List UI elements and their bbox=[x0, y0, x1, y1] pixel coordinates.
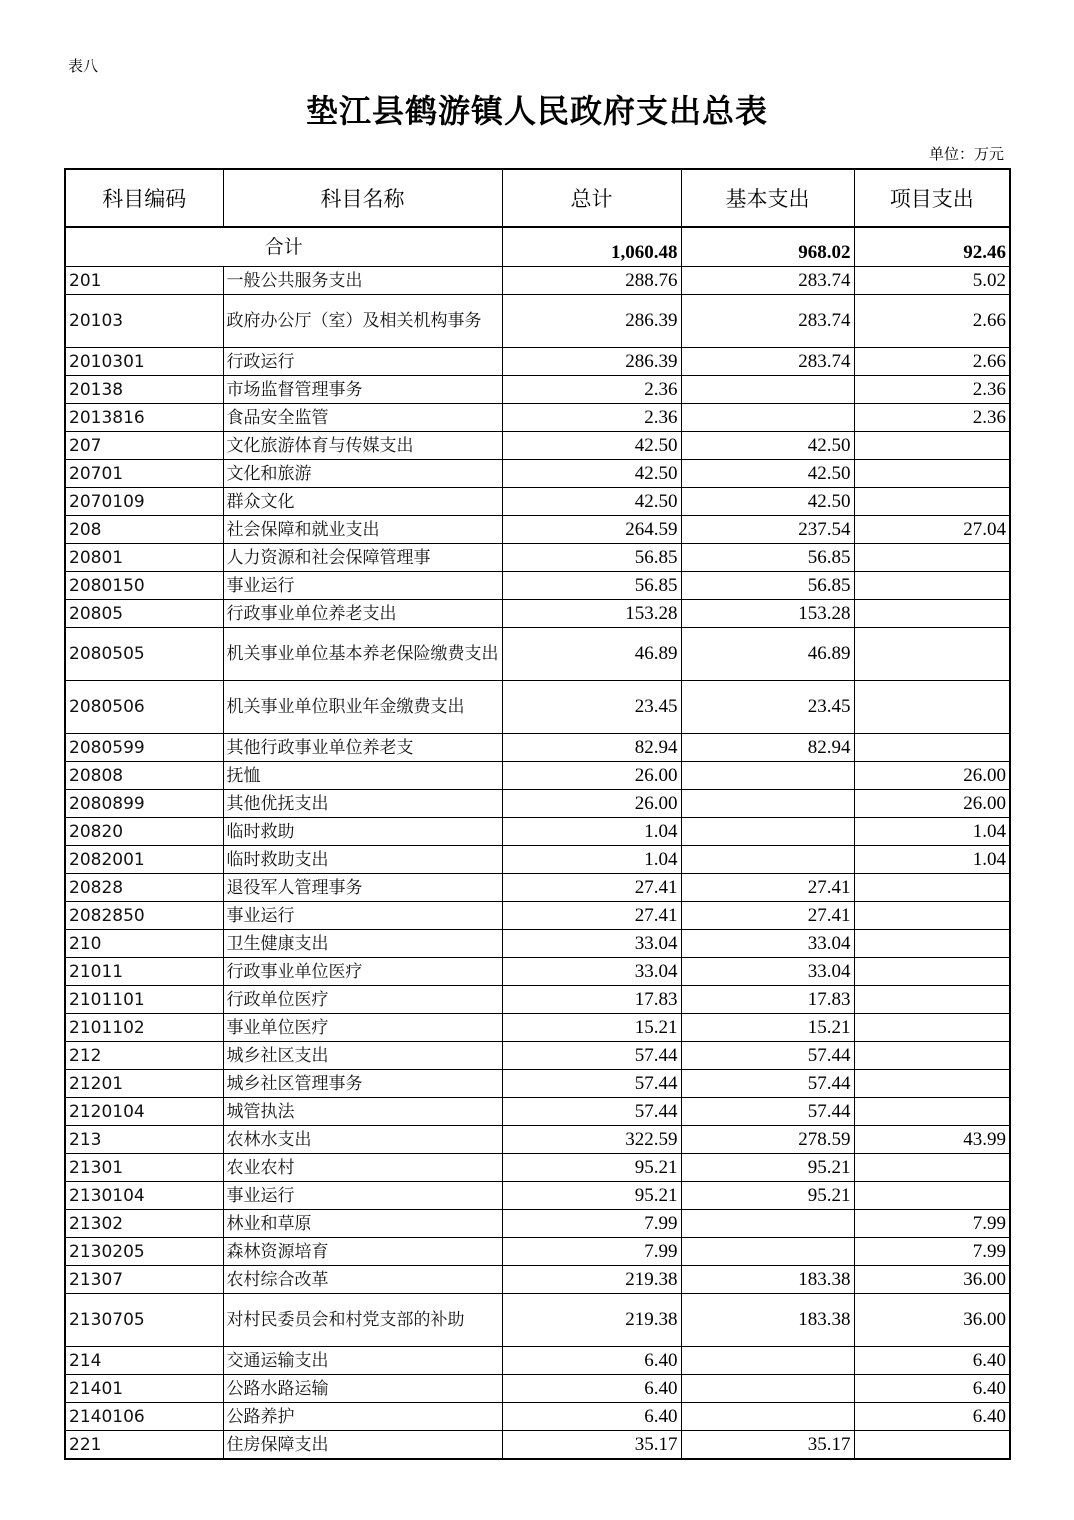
row-basic bbox=[681, 790, 854, 818]
row-basic bbox=[681, 1375, 854, 1403]
row-basic: 283.74 bbox=[681, 267, 854, 295]
row-code: 213 bbox=[65, 1126, 223, 1154]
row-name: 事业运行 bbox=[223, 572, 502, 600]
row-code: 2080506 bbox=[65, 681, 223, 734]
row-code: 2101101 bbox=[65, 986, 223, 1014]
row-name: 公路水路运输 bbox=[223, 1375, 502, 1403]
row-total: 322.59 bbox=[502, 1126, 681, 1154]
expenditure-table bbox=[64, 168, 1011, 1460]
row-code: 20801 bbox=[65, 544, 223, 572]
row-basic: 183.38 bbox=[681, 1266, 854, 1294]
row-basic: 57.44 bbox=[681, 1042, 854, 1070]
row-basic bbox=[681, 846, 854, 874]
row-code: 2080150 bbox=[65, 572, 223, 600]
row-name: 临时救助支出 bbox=[223, 846, 502, 874]
row-name: 城乡社区管理事务 bbox=[223, 1070, 502, 1098]
row-name: 其他优抚支出 bbox=[223, 790, 502, 818]
row-name: 食品安全监管 bbox=[223, 404, 502, 432]
row-name: 临时救助 bbox=[223, 818, 502, 846]
row-basic: 283.74 bbox=[681, 348, 854, 376]
row-basic: 57.44 bbox=[681, 1098, 854, 1126]
row-basic: 153.28 bbox=[681, 600, 854, 628]
row-name: 农业农村 bbox=[223, 1154, 502, 1182]
row-name: 行政事业单位养老支出 bbox=[223, 600, 502, 628]
table-row bbox=[65, 986, 1010, 1014]
row-basic bbox=[681, 1347, 854, 1375]
table-row bbox=[65, 1042, 1010, 1070]
table-row bbox=[65, 295, 1010, 348]
row-total: 33.04 bbox=[502, 958, 681, 986]
row-basic bbox=[681, 376, 854, 404]
row-code: 21307 bbox=[65, 1266, 223, 1294]
row-code: 21302 bbox=[65, 1210, 223, 1238]
table-row bbox=[65, 1238, 1010, 1266]
row-basic: 95.21 bbox=[681, 1182, 854, 1210]
row-name: 其他行政事业单位养老支 bbox=[223, 734, 502, 762]
table-row bbox=[65, 1098, 1010, 1126]
row-total: 26.00 bbox=[502, 762, 681, 790]
row-project: 5.02 bbox=[854, 267, 1010, 295]
table-row bbox=[65, 572, 1010, 600]
row-total: 57.44 bbox=[502, 1098, 681, 1126]
row-name: 城管执法 bbox=[223, 1098, 502, 1126]
table-row bbox=[65, 1154, 1010, 1182]
row-project bbox=[854, 930, 1010, 958]
row-total: 17.83 bbox=[502, 986, 681, 1014]
row-name: 机关事业单位职业年金缴费支出 bbox=[223, 681, 502, 734]
row-name: 交通运输支出 bbox=[223, 1347, 502, 1375]
row-basic bbox=[681, 1210, 854, 1238]
row-name: 人力资源和社会保障管理事 bbox=[223, 544, 502, 572]
row-project bbox=[854, 734, 1010, 762]
row-project bbox=[854, 1014, 1010, 1042]
unit-label: 单位：万元 bbox=[928, 145, 1004, 163]
row-name: 市场监督管理事务 bbox=[223, 376, 502, 404]
row-project bbox=[854, 958, 1010, 986]
row-name: 行政单位医疗 bbox=[223, 986, 502, 1014]
row-code: 2130104 bbox=[65, 1182, 223, 1210]
row-total: 56.85 bbox=[502, 544, 681, 572]
total-label: 合计 bbox=[65, 227, 502, 267]
row-name: 机关事业单位基本养老保险缴费支出 bbox=[223, 628, 502, 681]
row-code: 21301 bbox=[65, 1154, 223, 1182]
table-row bbox=[65, 902, 1010, 930]
row-basic: 42.50 bbox=[681, 460, 854, 488]
row-total: 1.04 bbox=[502, 818, 681, 846]
row-code: 21201 bbox=[65, 1070, 223, 1098]
table-row bbox=[65, 376, 1010, 404]
table-row bbox=[65, 516, 1010, 544]
row-total: 33.04 bbox=[502, 930, 681, 958]
table-row bbox=[65, 348, 1010, 376]
row-project: 36.00 bbox=[854, 1266, 1010, 1294]
row-project: 27.04 bbox=[854, 516, 1010, 544]
header-project: 项目支出 bbox=[854, 169, 1010, 227]
row-project: 2.66 bbox=[854, 348, 1010, 376]
row-basic: 237.54 bbox=[681, 516, 854, 544]
header-name: 科目名称 bbox=[223, 169, 502, 227]
row-total: 26.00 bbox=[502, 790, 681, 818]
row-project bbox=[854, 874, 1010, 902]
row-code: 221 bbox=[65, 1431, 223, 1460]
row-total: 219.38 bbox=[502, 1294, 681, 1347]
row-name: 对村民委员会和村党支部的补助 bbox=[223, 1294, 502, 1347]
row-project: 6.40 bbox=[854, 1375, 1010, 1403]
row-basic: 27.41 bbox=[681, 902, 854, 930]
row-basic: 42.50 bbox=[681, 432, 854, 460]
row-basic bbox=[681, 818, 854, 846]
row-project bbox=[854, 628, 1010, 681]
row-name: 文化和旅游 bbox=[223, 460, 502, 488]
row-basic: 56.85 bbox=[681, 572, 854, 600]
row-total: 57.44 bbox=[502, 1042, 681, 1070]
row-total: 264.59 bbox=[502, 516, 681, 544]
row-project bbox=[854, 1098, 1010, 1126]
row-project: 26.00 bbox=[854, 790, 1010, 818]
table-row bbox=[65, 1070, 1010, 1098]
table-number: 表八 bbox=[68, 57, 99, 75]
table-row bbox=[65, 1126, 1010, 1154]
row-total: 35.17 bbox=[502, 1431, 681, 1460]
row-name: 公路养护 bbox=[223, 1403, 502, 1431]
row-name: 行政运行 bbox=[223, 348, 502, 376]
row-total: 153.28 bbox=[502, 600, 681, 628]
row-total: 6.40 bbox=[502, 1375, 681, 1403]
row-project bbox=[854, 1154, 1010, 1182]
row-project bbox=[854, 488, 1010, 516]
row-project: 6.40 bbox=[854, 1403, 1010, 1431]
row-project: 2.66 bbox=[854, 295, 1010, 348]
row-total: 95.21 bbox=[502, 1154, 681, 1182]
row-project bbox=[854, 432, 1010, 460]
row-code: 20701 bbox=[65, 460, 223, 488]
table-row bbox=[65, 1375, 1010, 1403]
row-name: 森林资源培育 bbox=[223, 1238, 502, 1266]
row-code: 2013816 bbox=[65, 404, 223, 432]
row-total: 27.41 bbox=[502, 874, 681, 902]
table-row bbox=[65, 1266, 1010, 1294]
table-row bbox=[65, 432, 1010, 460]
row-basic: 56.85 bbox=[681, 544, 854, 572]
row-code: 2130205 bbox=[65, 1238, 223, 1266]
table-row bbox=[65, 1431, 1010, 1460]
row-name: 事业运行 bbox=[223, 1182, 502, 1210]
row-code: 2070109 bbox=[65, 488, 223, 516]
row-basic: 183.38 bbox=[681, 1294, 854, 1347]
row-total: 286.39 bbox=[502, 295, 681, 348]
row-total: 286.39 bbox=[502, 348, 681, 376]
row-code: 21401 bbox=[65, 1375, 223, 1403]
row-name: 住房保障支出 bbox=[223, 1431, 502, 1460]
table-row bbox=[65, 790, 1010, 818]
row-total: 42.50 bbox=[502, 432, 681, 460]
row-basic: 283.74 bbox=[681, 295, 854, 348]
row-name: 城乡社区支出 bbox=[223, 1042, 502, 1070]
row-project bbox=[854, 572, 1010, 600]
row-code: 2080899 bbox=[65, 790, 223, 818]
row-code: 214 bbox=[65, 1347, 223, 1375]
row-project bbox=[854, 1182, 1010, 1210]
row-code: 207 bbox=[65, 432, 223, 460]
row-name: 事业单位医疗 bbox=[223, 1014, 502, 1042]
total-row bbox=[65, 227, 1010, 267]
row-code: 2140106 bbox=[65, 1403, 223, 1431]
row-code: 20138 bbox=[65, 376, 223, 404]
row-basic: 57.44 bbox=[681, 1070, 854, 1098]
row-code: 2010301 bbox=[65, 348, 223, 376]
row-name: 文化旅游体育与传媒支出 bbox=[223, 432, 502, 460]
table-row bbox=[65, 818, 1010, 846]
row-code: 2080505 bbox=[65, 628, 223, 681]
table-row bbox=[65, 628, 1010, 681]
row-total: 7.99 bbox=[502, 1210, 681, 1238]
row-project bbox=[854, 460, 1010, 488]
row-basic: 82.94 bbox=[681, 734, 854, 762]
row-project bbox=[854, 1431, 1010, 1460]
row-total: 6.40 bbox=[502, 1347, 681, 1375]
row-code: 2130705 bbox=[65, 1294, 223, 1347]
row-name: 卫生健康支出 bbox=[223, 930, 502, 958]
row-project: 2.36 bbox=[854, 404, 1010, 432]
row-name: 退役军人管理事务 bbox=[223, 874, 502, 902]
row-total: 23.45 bbox=[502, 681, 681, 734]
row-name: 一般公共服务支出 bbox=[223, 267, 502, 295]
row-total: 2.36 bbox=[502, 404, 681, 432]
row-basic: 23.45 bbox=[681, 681, 854, 734]
row-project: 2.36 bbox=[854, 376, 1010, 404]
row-code: 201 bbox=[65, 267, 223, 295]
row-basic bbox=[681, 1403, 854, 1431]
header-code: 科目编码 bbox=[65, 169, 223, 227]
row-total: 56.85 bbox=[502, 572, 681, 600]
row-total: 288.76 bbox=[502, 267, 681, 295]
row-basic: 33.04 bbox=[681, 958, 854, 986]
header-total: 总计 bbox=[502, 169, 681, 227]
row-basic bbox=[681, 762, 854, 790]
header-basic: 基本支出 bbox=[681, 169, 854, 227]
row-code: 20805 bbox=[65, 600, 223, 628]
row-total: 27.41 bbox=[502, 902, 681, 930]
table-row bbox=[65, 460, 1010, 488]
row-basic: 17.83 bbox=[681, 986, 854, 1014]
row-total: 57.44 bbox=[502, 1070, 681, 1098]
row-code: 2120104 bbox=[65, 1098, 223, 1126]
row-project bbox=[854, 544, 1010, 572]
row-name: 社会保障和就业支出 bbox=[223, 516, 502, 544]
row-total: 15.21 bbox=[502, 1014, 681, 1042]
table-row bbox=[65, 1182, 1010, 1210]
row-basic bbox=[681, 1238, 854, 1266]
row-basic: 27.41 bbox=[681, 874, 854, 902]
row-project: 7.99 bbox=[854, 1210, 1010, 1238]
row-total: 95.21 bbox=[502, 1182, 681, 1210]
row-project bbox=[854, 902, 1010, 930]
row-basic: 42.50 bbox=[681, 488, 854, 516]
row-total: 7.99 bbox=[502, 1238, 681, 1266]
table-row bbox=[65, 267, 1010, 295]
row-code: 20808 bbox=[65, 762, 223, 790]
row-project: 43.99 bbox=[854, 1126, 1010, 1154]
row-name: 林业和草原 bbox=[223, 1210, 502, 1238]
table-row bbox=[65, 930, 1010, 958]
row-basic: 95.21 bbox=[681, 1154, 854, 1182]
row-basic bbox=[681, 404, 854, 432]
row-code: 2082001 bbox=[65, 846, 223, 874]
row-total: 1.04 bbox=[502, 846, 681, 874]
row-project: 7.99 bbox=[854, 1238, 1010, 1266]
row-basic: 278.59 bbox=[681, 1126, 854, 1154]
total-basic: 968.02 bbox=[681, 227, 854, 267]
row-code: 208 bbox=[65, 516, 223, 544]
row-project: 26.00 bbox=[854, 762, 1010, 790]
row-code: 21011 bbox=[65, 958, 223, 986]
table-row bbox=[65, 681, 1010, 734]
row-project: 6.40 bbox=[854, 1347, 1010, 1375]
table-row bbox=[65, 846, 1010, 874]
table-row bbox=[65, 488, 1010, 516]
row-basic: 15.21 bbox=[681, 1014, 854, 1042]
row-name: 事业运行 bbox=[223, 902, 502, 930]
row-total: 42.50 bbox=[502, 488, 681, 516]
row-code: 2080599 bbox=[65, 734, 223, 762]
row-total: 46.89 bbox=[502, 628, 681, 681]
table-row bbox=[65, 1294, 1010, 1347]
row-basic: 35.17 bbox=[681, 1431, 854, 1460]
row-code: 2082850 bbox=[65, 902, 223, 930]
row-name: 政府办公厅（室）及相关机构事务 bbox=[223, 295, 502, 348]
row-code: 20828 bbox=[65, 874, 223, 902]
row-code: 210 bbox=[65, 930, 223, 958]
row-code: 212 bbox=[65, 1042, 223, 1070]
table-row bbox=[65, 404, 1010, 432]
row-code: 20820 bbox=[65, 818, 223, 846]
table-row bbox=[65, 1347, 1010, 1375]
row-basic: 46.89 bbox=[681, 628, 854, 681]
table-row bbox=[65, 544, 1010, 572]
table-row bbox=[65, 1210, 1010, 1238]
row-name: 农林水支出 bbox=[223, 1126, 502, 1154]
row-total: 6.40 bbox=[502, 1403, 681, 1431]
row-project bbox=[854, 1042, 1010, 1070]
row-project: 1.04 bbox=[854, 846, 1010, 874]
row-total: 2.36 bbox=[502, 376, 681, 404]
row-project bbox=[854, 600, 1010, 628]
row-basic: 33.04 bbox=[681, 930, 854, 958]
row-total: 219.38 bbox=[502, 1266, 681, 1294]
row-code: 2101102 bbox=[65, 1014, 223, 1042]
row-name: 群众文化 bbox=[223, 488, 502, 516]
table-row bbox=[65, 958, 1010, 986]
table-row bbox=[65, 762, 1010, 790]
row-code: 20103 bbox=[65, 295, 223, 348]
row-name: 行政事业单位医疗 bbox=[223, 958, 502, 986]
row-project bbox=[854, 681, 1010, 734]
table-row bbox=[65, 874, 1010, 902]
row-project: 1.04 bbox=[854, 818, 1010, 846]
page-title: 垫江县鹤游镇人民政府支出总表 bbox=[305, 92, 768, 130]
header-row bbox=[65, 169, 1010, 227]
total-project: 92.46 bbox=[854, 227, 1010, 267]
row-total: 82.94 bbox=[502, 734, 681, 762]
table-row bbox=[65, 1403, 1010, 1431]
row-total: 42.50 bbox=[502, 460, 681, 488]
table-row bbox=[65, 1014, 1010, 1042]
row-project bbox=[854, 1070, 1010, 1098]
row-name: 农村综合改革 bbox=[223, 1266, 502, 1294]
row-name: 抚恤 bbox=[223, 762, 502, 790]
total-sum: 1,060.48 bbox=[502, 227, 681, 267]
row-project bbox=[854, 986, 1010, 1014]
table-row bbox=[65, 600, 1010, 628]
row-project: 36.00 bbox=[854, 1294, 1010, 1347]
table-row bbox=[65, 734, 1010, 762]
